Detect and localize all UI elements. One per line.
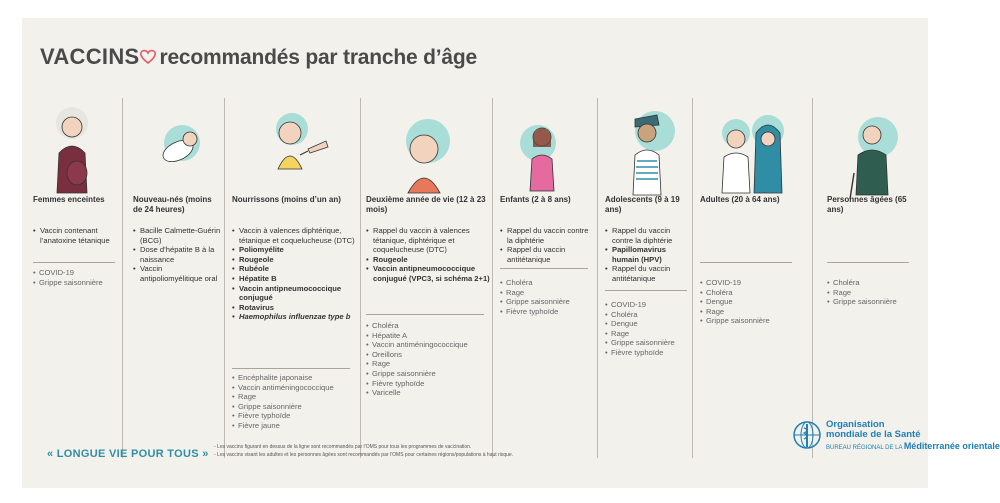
vaccine-item: • Hépatite A: [366, 331, 490, 341]
vaccine-item: • Dengue: [605, 319, 691, 329]
vaccine-item: • Grippe saisonnière: [605, 338, 691, 348]
vaccine-item: • Rubéole: [232, 264, 356, 274]
who-region: BUREAU RÉGIONAL DE LA Méditerranée orientale: [826, 441, 1000, 451]
recommendation-separator: [366, 314, 484, 315]
optional-list: [33, 268, 119, 287]
vaccine-item: • Vaccin contenant l’anatoxine tétanique: [33, 226, 113, 245]
vaccine-item: • Vaccin antiméningococcique: [232, 383, 356, 393]
vaccine-item: • COVID-19: [605, 300, 691, 310]
category-infants: Nourrissons (moins d’un an): [232, 195, 341, 204]
column-divider: [492, 98, 493, 458]
vaccine-item: • Haemophilus influenzae type b: [232, 312, 356, 322]
category-newborns: Nouveau-nés (moins de 24 heures): [133, 195, 212, 214]
vaccine-item: • Papillomavirus humain (HPV): [605, 245, 691, 264]
toddler-illustration: [394, 103, 454, 203]
page-title: [40, 44, 477, 70]
vaccine-item: • Rappel du vaccin à valences tétanique, diphtérique et coquelucheuse (DTC): [366, 226, 490, 255]
recommendation-separator: [605, 290, 687, 291]
vaccine-item: • Vaccin antipneumococcique conjugué (VPC3, si schéma 2+1): [366, 264, 490, 283]
column-divider: [692, 98, 693, 458]
vaccine-item: • Rage: [827, 288, 925, 298]
footnote: - Les vaccins figurant en dessus de la ligne sont recommandés par l’OMS pour tous les programmes de vaccination.: [214, 444, 472, 450]
vaccine-item: • Choléra: [500, 278, 595, 288]
vaccine-item: • Encéphalite japonaise: [232, 373, 356, 383]
vaccine-item: • Vaccin antiméningococcique: [366, 340, 490, 350]
vaccine-item: • COVID-19: [700, 278, 810, 288]
recommended-list: [33, 226, 113, 245]
vaccine-item: • Rappel du vaccin antitétanique: [605, 264, 691, 283]
vaccine-item: • Grippe saisonnière: [366, 369, 490, 379]
vaccine-item: • Dengue: [700, 297, 810, 307]
vaccine-item: • Rage: [605, 329, 691, 339]
vaccine-item: • Choléra: [700, 288, 810, 298]
recommended-list: [500, 226, 590, 264]
vaccine-item: • Vaccin antipoliomyélitique oral: [133, 264, 221, 283]
vaccine-item: • Oreillons: [366, 350, 490, 360]
newborn-illustration: [150, 103, 210, 203]
who-name: Organisation mondiale de la Santé: [826, 419, 921, 440]
category-children: Enfants (2 à 8 ans): [500, 195, 571, 204]
heart-icon: [140, 46, 156, 70]
vaccine-item: • Bacille Calmette-Guérin (BCG): [133, 226, 221, 245]
category-adults: Adultes (20 à 64 ans): [700, 195, 780, 204]
category-second-year: Deuxième année de vie (12 à 23 mois): [366, 195, 486, 214]
optional-list: [232, 373, 356, 431]
vaccine-item: • Rage: [500, 288, 595, 298]
who-logo: [792, 419, 1000, 460]
vaccine-item: • Grippe saisonnière: [500, 297, 595, 307]
vaccine-item: • Grippe saisonnière: [827, 297, 925, 307]
vaccine-item: • Varicelle: [366, 388, 490, 398]
optional-list: [700, 278, 810, 326]
vaccine-item: • Fièvre typhoïde: [605, 348, 691, 358]
vaccine-item: • Fièvre typhoïde: [500, 307, 595, 317]
vaccine-item: • Rappel du vaccin contre la diphtérie: [605, 226, 691, 245]
optional-list: [366, 321, 490, 398]
adolescent-illustration: [617, 103, 677, 203]
child-illustration: [512, 103, 572, 203]
category-pregnant-women: Femmes enceintes: [33, 195, 105, 204]
vaccine-item: • Rage: [700, 307, 810, 317]
vaccine-item: • Vaccin antipneumococcique conjugué: [232, 284, 356, 303]
recommended-list: [133, 226, 221, 284]
title-rest: recommandés par tranche d’âge: [159, 46, 477, 69]
recommendation-separator: [500, 268, 588, 269]
recommended-list: [605, 226, 691, 284]
vaccine-item: • Rappel du vaccin contre la diphtérie: [500, 226, 590, 245]
column-divider: [597, 98, 598, 458]
optional-list: [605, 300, 691, 358]
vaccine-item: • COVID-19: [33, 268, 119, 278]
infant-vaccination-illustration: [262, 103, 342, 203]
vaccine-item: • Rougeole: [232, 255, 356, 265]
vaccine-item: • Choléra: [366, 321, 490, 331]
vaccine-item: • Fièvre jaune: [232, 421, 356, 431]
recommended-list: [366, 226, 490, 284]
vaccine-item: • Rage: [366, 359, 490, 369]
vaccine-item: • Grippe saisonnière: [700, 316, 810, 326]
who-emblem-icon: [792, 420, 822, 450]
vaccine-item: • Choléra: [605, 310, 691, 320]
column-divider: [122, 98, 123, 458]
optional-list: [827, 278, 925, 307]
footnote: - Les vaccins visant les adultes et les personnes âgées sont recommandés par l’OMS pour certaines régions/populations à haut risque.: [214, 451, 514, 458]
vaccine-item: • Hépatite B: [232, 274, 356, 284]
adults-illustration: [712, 103, 792, 203]
column-divider: [360, 98, 361, 458]
poster: [22, 18, 1000, 488]
vaccine-item: • Rappel du vaccin antitétanique: [500, 245, 590, 264]
pregnant-woman-illustration: [42, 103, 102, 203]
vaccine-item: • Choléra: [827, 278, 925, 288]
recommendation-separator: [827, 262, 909, 263]
vaccine-item: • Poliomyélite: [232, 245, 356, 255]
vaccine-item: • Rougeole: [366, 255, 490, 265]
recommendation-separator: [700, 262, 792, 263]
vaccine-item: • Rage: [232, 392, 356, 402]
slogan: « LONGUE VIE POUR TOUS »: [47, 448, 209, 460]
column-divider: [224, 98, 225, 458]
category-adolescents: Adolescents (9 à 19 ans): [605, 195, 680, 214]
vaccine-item: • Vaccin à valences diphtérique, tétanique et coquelucheuse (DTC): [232, 226, 356, 245]
column-divider: [812, 98, 813, 458]
footnotes: [214, 444, 604, 459]
optional-list: [500, 278, 595, 316]
vaccine-item: • Grippe saisonnière: [232, 402, 356, 412]
elderly-illustration: [842, 103, 902, 203]
vaccine-item: • Dose d’hépatite B à la naissance: [133, 245, 221, 264]
vaccine-item: • Grippe saisonnière: [33, 278, 119, 288]
recommendation-separator: [33, 262, 115, 263]
vaccine-item: • Fièvre typhoïde: [232, 411, 356, 421]
title-vaccins: VACCINS: [40, 44, 140, 69]
vaccine-item: • Fièvre typhoïde: [366, 379, 490, 389]
recommended-list: [232, 226, 356, 322]
recommendation-separator: [232, 368, 350, 369]
vaccine-item: • Rotavirus: [232, 303, 356, 313]
category-elderly: Personnes âgées (65 ans): [827, 195, 907, 214]
